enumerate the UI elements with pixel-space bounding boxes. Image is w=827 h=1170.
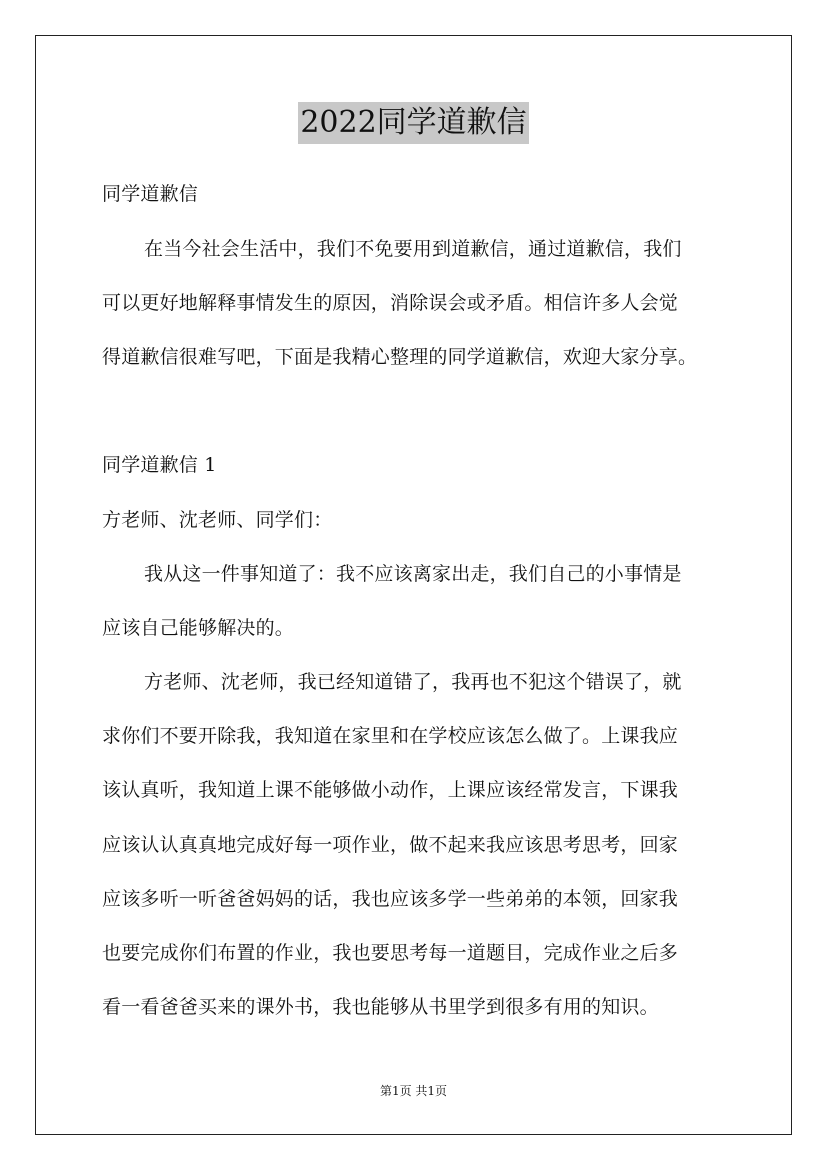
document-title: 2022同学道歉信 (298, 102, 528, 144)
title-container (0, 102, 827, 144)
page-footer: 第1页 共1页 (379, 1084, 448, 1098)
body-line: 应该多听一听爸爸妈妈的话，我也应该多学一些弟弟的本领，回家我 (102, 888, 679, 910)
salutation: 方老师、沈老师、同学们： (102, 509, 333, 531)
body-line: 方老师、沈老师，我已经知道错了，我再也不犯这个错误了，就 (144, 671, 682, 693)
body-line: 看一看爸爸买来的课外书，我也能够从书里学到很多有用的知识。 (102, 996, 659, 1018)
body-line: 该认真听，我知道上课不能够做小动作，上课应该经常发言，下课我 (102, 779, 679, 801)
body-line: 得道歉信很难写吧，下面是我精心整理的同学道歉信，欢迎大家分享。 (102, 346, 698, 368)
body-line: 我从这一件事知道了：我不应该离家出走，我们自己的小事情是 (144, 563, 682, 585)
body-line: 也要完成你们布置的作业，我也要思考每一道题目，完成作业之后多 (102, 942, 679, 964)
body-line: 在当今社会生活中，我们不免要用到道歉信，通过道歉信，我们 (144, 238, 682, 260)
body-line: 应该自己能够解决的。 (102, 617, 295, 639)
body-line: 求你们不要开除我，我知道在家里和在学校应该怎么做了。上课我应 (102, 725, 679, 747)
body-line: 可以更好地解释事情发生的原因，消除误会或矛盾。相信许多人会觉 (102, 292, 679, 314)
section-heading: 同学道歉信 1 (102, 454, 217, 476)
intro-heading: 同学道歉信 (102, 183, 199, 205)
body-line: 应该认认真真地完成好每一项作业，做不起来我应该思考思考，回家 (102, 834, 679, 856)
